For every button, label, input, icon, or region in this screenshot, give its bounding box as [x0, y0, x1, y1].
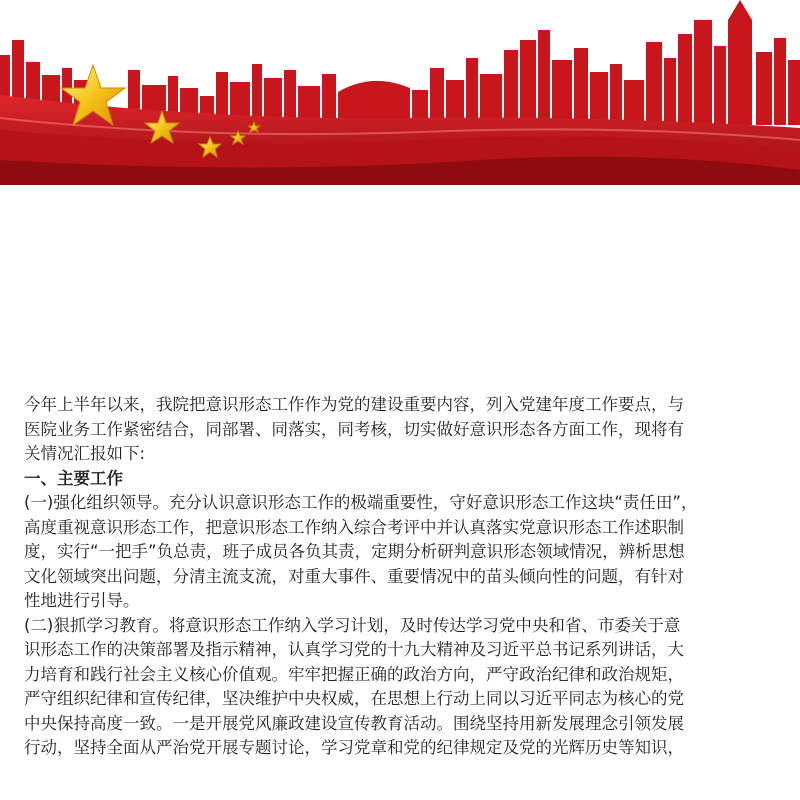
paragraph-line: 医院业务工作紧密结合，同部署、同落实，同考核，切实做好意识形态各方面工作，现将有: [24, 419, 684, 439]
document-body: [24, 393, 784, 761]
paragraph-line: 严守组织纪律和宣传纪律，坚决维护中央权威，在思想上行动上同以习近平同志为核心的党: [24, 689, 684, 708]
paragraph-line: 今年上半年以来，我院把意识形态工作作为党的建设重要内容，列入党建年度工作要点，与: [24, 395, 684, 414]
paragraph-line: 力培育和践行社会主义核心价值观。牢牢把握正确的政治方向，严守政治纪律和政治规矩，: [24, 664, 684, 684]
header-banner: [0, 0, 800, 185]
paragraph-line: (一)强化组织领导。充分认识意识形态工作的极端重要性，守好意识形态工作这块“责任田”，: [24, 493, 698, 512]
paragraph-line: 行动，坚持全面从严治党开展专题讨论，学习党章和党的纪律规定及党的光辉历史等知识，: [24, 738, 684, 757]
paragraph-line: 中央保持高度一致。一是开展党风廉政建设宣传教育活动。围绕坚持用新发展理念引领发展: [24, 713, 684, 733]
paragraph-line: 识形态工作的决策部署及指示精神，认真学习党的十九大精神及习近平总书记系列讲话，大: [24, 640, 684, 659]
paragraph-line: (二)狠抓学习教育。将意识形态工作纳入学习计划，及时传达学习党中央和省、市委关于意: [24, 615, 681, 635]
paragraph-line: 关情况汇报如下:: [24, 444, 146, 463]
section-heading: 一、主要工作: [24, 468, 123, 488]
banner-illustration: [0, 0, 800, 185]
city-skyline: [0, 0, 800, 125]
paragraph-line: 高度重视意识形态工作，把意识形态工作纳入综合考评中并认真落实党意识形态工作述职制: [24, 517, 684, 537]
paragraph-line: 性地进行引导。: [24, 591, 140, 610]
paragraph-line: 文化领域突出问题，分清主流支流，对重大事件、重要情况中的苗头倾向性的问题，有针对: [24, 566, 684, 586]
paragraph-line: 度，实行“一把手”负总责，班子成员各负其责，定期分析研判意识形态领域情况，辨析思想: [24, 542, 685, 561]
